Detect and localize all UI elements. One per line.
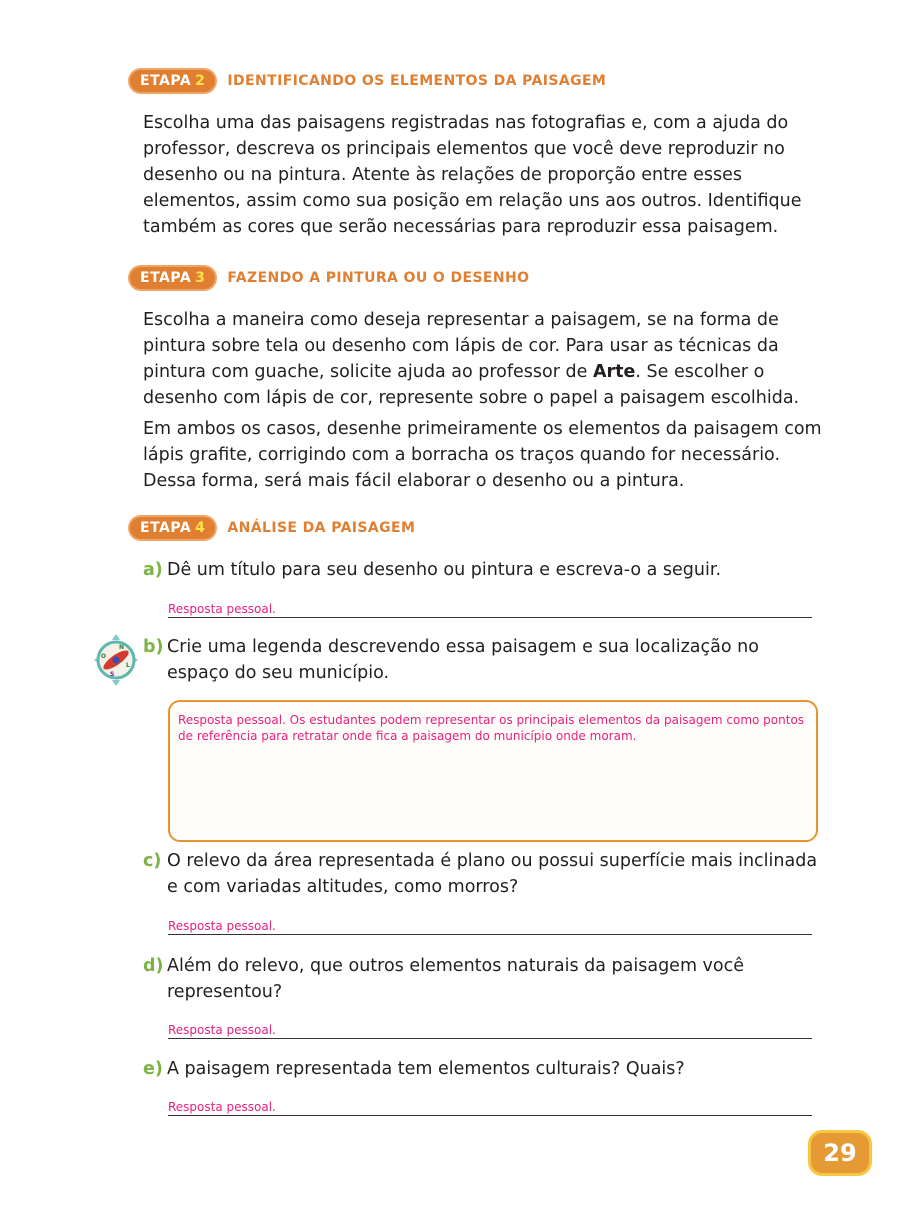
svg-text:O: O	[101, 653, 107, 660]
answer-line-e[interactable]: Resposta pessoal.	[168, 1100, 812, 1116]
question-c: c) O relevo da área representada é plano ou possui superfície mais inclinada e com variadas altitudes, como morros?	[143, 851, 818, 897]
answer-box-b[interactable]: Resposta pessoal. Os estudantes podem representar os principais elementos da paisagem como pontos de referência para retratar onde fica a paisagem do município onde moram.	[168, 700, 818, 842]
question-e: e) A paisagem representada tem elementos culturais? Quais?	[143, 1059, 685, 1079]
svg-text:L: L	[126, 662, 130, 669]
compass-icon	[92, 632, 140, 688]
stage-2-text: Escolha uma das paisagens registradas nas fotografias e, com a ajuda do professor, descreva os principais elementos que você deve reproduzir no desenho ou na pintura. Atente às relações de proporção entre esses elementos, assim como sua posição em relação uns aos outros. Identifique também as cores que serão necessárias para reproduzir essa paisagem.	[143, 113, 802, 237]
stage-3-text-2: Em ambos os casos, desenhe primeiramente os elementos da paisagem com lápis grafite, corrigindo com a borracha os traços quando for necessário. Dessa forma, será mais fácil elaborar o desenho ou a pintura.	[143, 419, 822, 491]
svg-text:S: S	[110, 671, 115, 678]
stage-3-text-1: Escolha a maneira como deseja representar a paisagem, se na forma de pintura sobre tela ou desenho com lápis de cor. Para usar as técnicas da pintura com guache, solicite ajuda ao professor de Arte. Se escolher o desenho com lápis de cor, represente sobre o papel a paisagem escolhida.	[143, 310, 800, 408]
svg-text:N: N	[119, 644, 125, 651]
stage-title: IDENTIFICANDO OS ELEMENTOS DA PAISAGEM	[227, 73, 607, 89]
stage-title: FAZENDO A PINTURA OU O DESENHO	[227, 270, 530, 286]
question-d: d) Além do relevo, que outros elementos naturais da paisagem você representou?	[143, 956, 745, 1002]
stage-2-header	[130, 70, 606, 92]
stage-badge: ETAPA 3	[130, 267, 215, 289]
answer-line-a[interactable]: Resposta pessoal.	[168, 602, 812, 618]
question-a: a) Dê um título para seu desenho ou pintura e escreva-o a seguir.	[143, 560, 722, 580]
stage-badge: ETAPA 2	[130, 70, 215, 92]
answer-line-d[interactable]: Resposta pessoal.	[168, 1023, 812, 1039]
stage-4-header	[130, 517, 415, 539]
answer-line-c[interactable]: Resposta pessoal.	[168, 919, 812, 935]
stage-3-header	[130, 267, 529, 289]
stage-title: ANÁLISE DA PAISAGEM	[227, 520, 416, 536]
page-number: 29	[808, 1130, 872, 1176]
question-b: b) Crie uma legenda descrevendo essa paisagem e sua localização no espaço do seu município.	[143, 637, 759, 683]
stage-badge: ETAPA 4	[130, 517, 215, 539]
